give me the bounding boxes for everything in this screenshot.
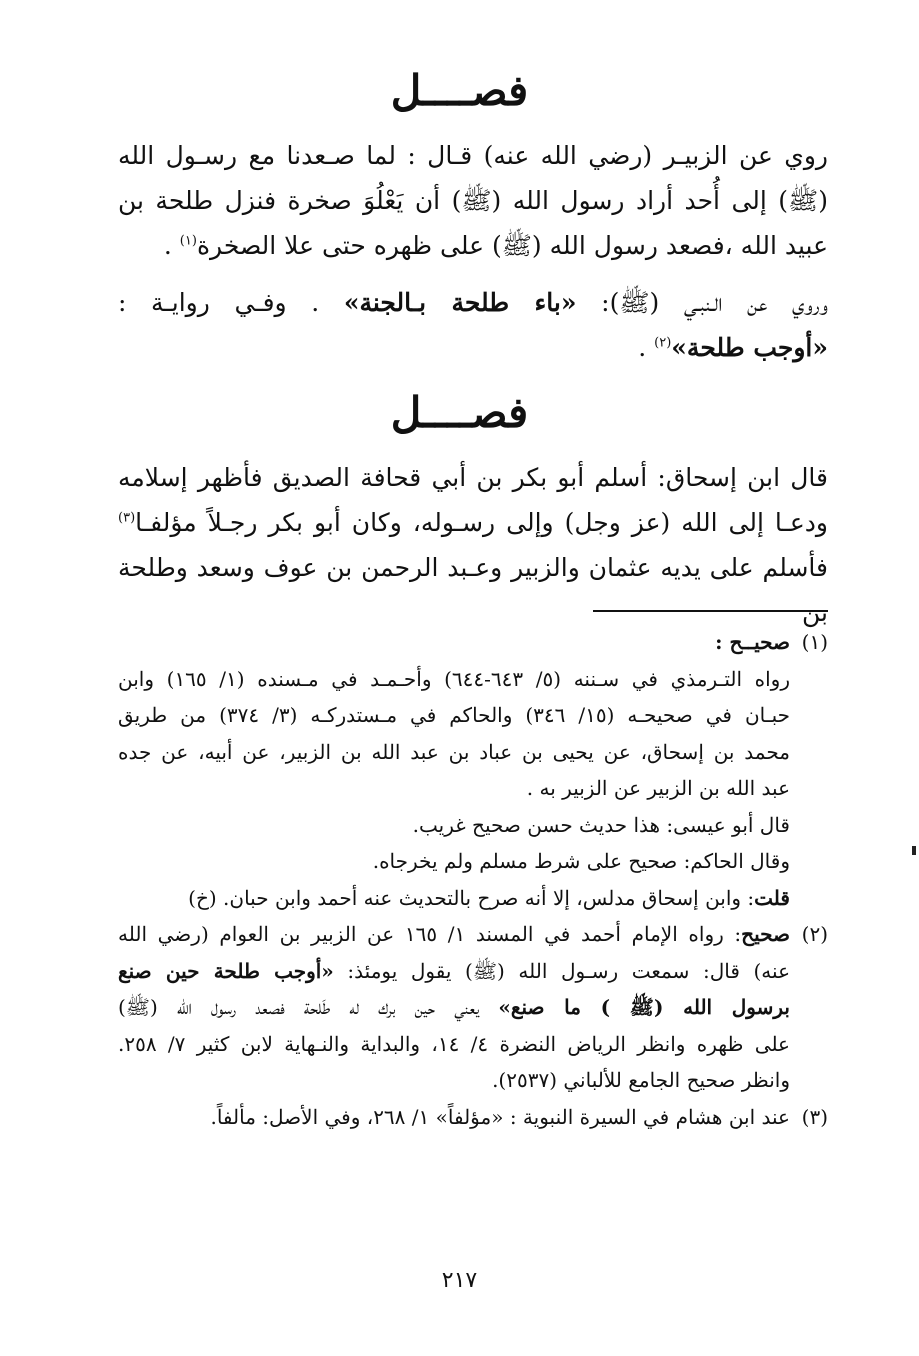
footnote-line: حبـان في صحيحـه (١٥/ ٣٤٦) والحاكم في مـستدركـه (٣/ ٣٧٤) من طريق [118,703,790,727]
footnote-line: قال أبو عيسى: هذا حديث حسن صحيح غريب. [412,812,790,837]
footnotes [118,624,828,1135]
footnote-line: على ظهره وانظر الرياض النضرة ٤/ ١٤، والبداية والنـهاية لابن كثير ٧/ ٢٥٨. [118,1031,790,1056]
footnote-1-title: (١)صحيــح : [715,630,828,654]
paragraph-line: عبيد الله ،فصعد رسول الله (ﷺ) على ظهره حتى علا الصخرة$^{(١)}$ . [163,231,828,260]
footnote-line: برسول الله (ﷺ ) ما صنع» يعني حين برك له طَلحة فصعد رسول الله (ﷺ) [118,995,791,1019]
section-heading-1: فصــــل [390,66,529,115]
footnote-ref-3: (٣) [118,510,136,526]
footnote-3: (٣)عند ابن هشام في السيرة النبوية : «مؤلفاً» ١/ ٢٦٨، وفي الأصل: مألفاً. [210,1104,828,1129]
footnote-line: محمد بن إسحاق، عن يحيى بن عباد بن عبد الله بن الزبير، عن أبيه، عن جده [118,739,790,764]
footnote-line: قلت: وابن إسحاق مدلس، إلا أنه صرح بالتحديث عنه أحمد وابن حبان. (خ) [188,885,790,910]
paragraph-line: قال ابن إسحاق: أسلم أبو بكر بن أبي قحافة الصديق فأظهر إسلامه [118,463,828,492]
section-2-body [118,455,828,635]
section-1-body [118,133,828,370]
footnote-line: رواه التـرمذي في سـننه (٥/ ٦٤٣-٦٤٤) وأحـمـد في مـسنده (١/ ١٦٥) وابن [118,666,790,691]
footnote-ref-2: (٢) [654,335,672,351]
paragraph-line: «أوجب طلحة»$^{(٢)}$ . [638,333,828,362]
hadith-quote: «باء طلحة بـالجنة» [343,288,577,317]
footnote-line: وانظر صحيح الجامع للألباني (٢٥٣٧). [492,1068,790,1092]
scan-speck [912,846,916,855]
footnote-line: عنه) قال: سمعت رسـول الله (ﷺ) يقول يومئذ: «أوجب طلحة حين صنع [118,958,791,983]
paragraph-line: (ﷺ) إلى أُحد أراد رسول الله (ﷺ) أن يَعْلُوَ صخرة فنزل طلحة بن [118,186,828,215]
footnote-separator [593,610,828,612]
hadith-quote: «أوجب طلحة» [671,333,828,362]
footnote-ref-1: (١) [179,233,197,249]
paragraph-line: روي عن الزبيـر (رضي الله عنه) قـال : لما صـعدنا مع رسـول الله [118,141,828,170]
page-number: ٢١٧ [441,1268,478,1293]
paragraph-line: فأسلم على يديه عثمان والزبير وعـبد الرحمن بن عوف وسعد وطلحة بن [118,553,828,627]
footnote-2-title: (٢)صحيح: رواه الإمام أحمد في المسند ١/ ١٦٥ عن الزبير بن العوام (رضي الله [118,922,828,946]
paragraph-line: وروي عن الـنبـي (ﷺ): «باء طلحة بـالجنة» . وفـي روايـة : [118,288,829,317]
paragraph-line: ودعـا إلى الله (عز وجل) وإلى رسـوله، وكان أبو بكر رجـلاً مؤلفـا$^{(٣)}$ [118,508,828,537]
footnote-line: عبد الله بن الزبير عن الزبير به . [526,776,790,800]
section-heading-2: فصــــل [390,388,529,437]
footnote-line: وقال الحاكم: صحيح على شرط مسلم ولم يخرجاه. [372,849,790,873]
qult-label: قلت [754,885,790,910]
